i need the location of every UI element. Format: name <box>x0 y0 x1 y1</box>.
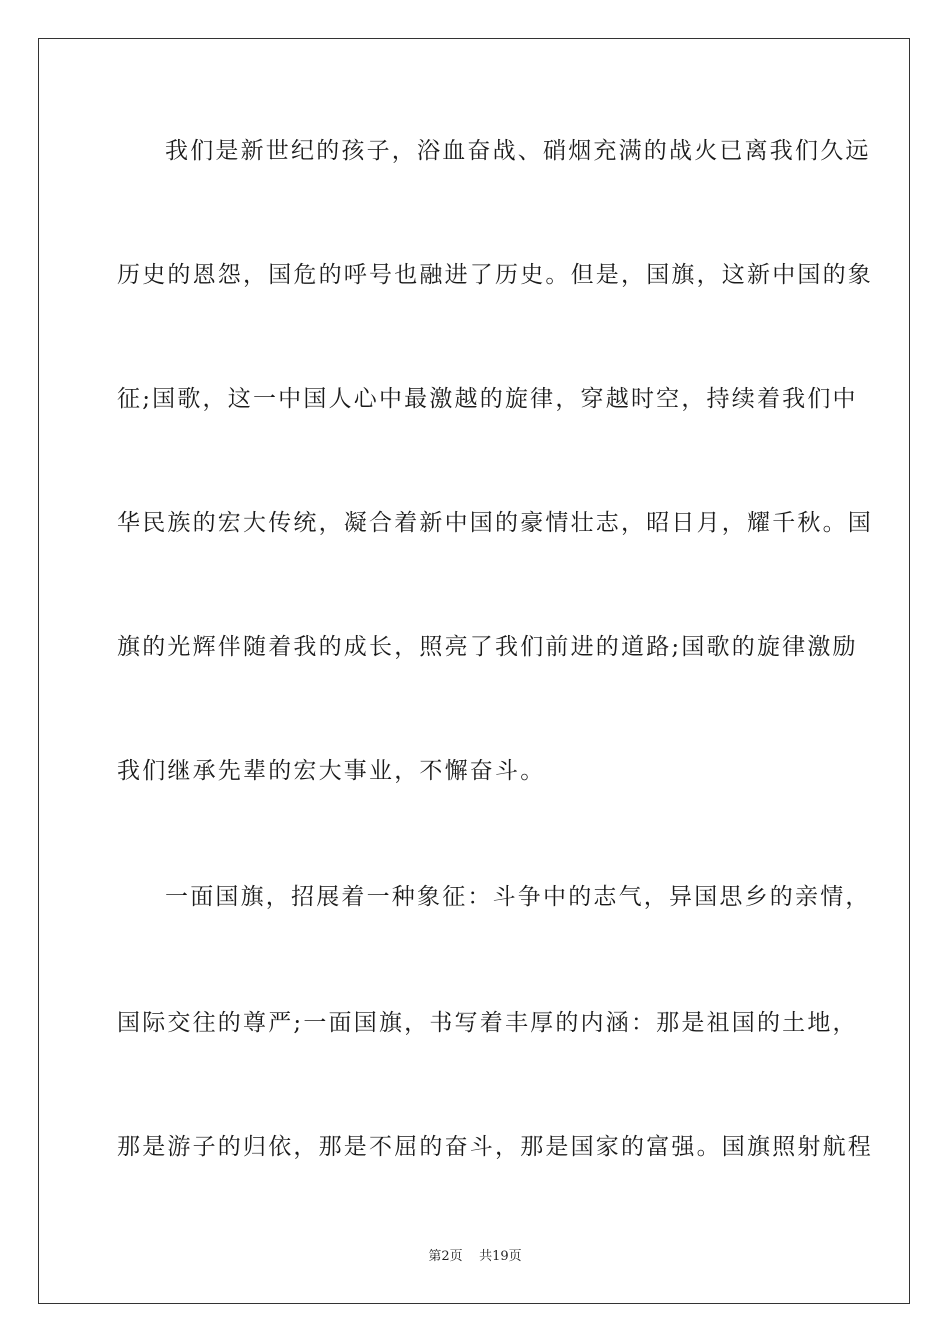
page-number: 第2页 <box>428 1249 463 1264</box>
paragraph-2-line-3: 那是游子的归依，那是不屈的奋斗，那是国家的富强。国旗照射航程 <box>117 1134 873 1160</box>
page-footer <box>0 1248 950 1266</box>
paragraph-1-line-6: 我们继承先辈的宏大事业，不懈奋斗。 <box>117 758 546 784</box>
paragraph-1-line-3: 征;国歌，这一中国人心中最激越的旋律，穿越时空，持续着我们中 <box>117 386 858 412</box>
paragraph-2-line-2: 国际交往的尊严;一面国旗，书写着丰厚的内涵：那是祖国的土地， <box>117 1010 858 1036</box>
paragraph-1-line-2: 历史的恩怨，国危的呼号也融进了历史。但是，国旗，这新中国的象 <box>117 262 873 288</box>
page-border <box>38 38 910 1304</box>
paragraph-1-line-1: 我们是新世纪的孩子，浴血奋战、硝烟充满的战火已离我们久远 <box>165 138 871 164</box>
paragraph-1-line-5: 旗的光辉伴随着我的成长，照亮了我们前进的道路;国歌的旋律激励 <box>117 634 858 660</box>
page-total: 共19页 <box>479 1249 522 1264</box>
paragraph-2-line-1: 一面国旗，招展着一种象征：斗争中的志气，异国思乡的亲情， <box>165 884 871 910</box>
paragraph-1-line-4: 华民族的宏大传统，凝合着新中国的豪情壮志，昭日月，耀千秋。国 <box>117 510 873 536</box>
